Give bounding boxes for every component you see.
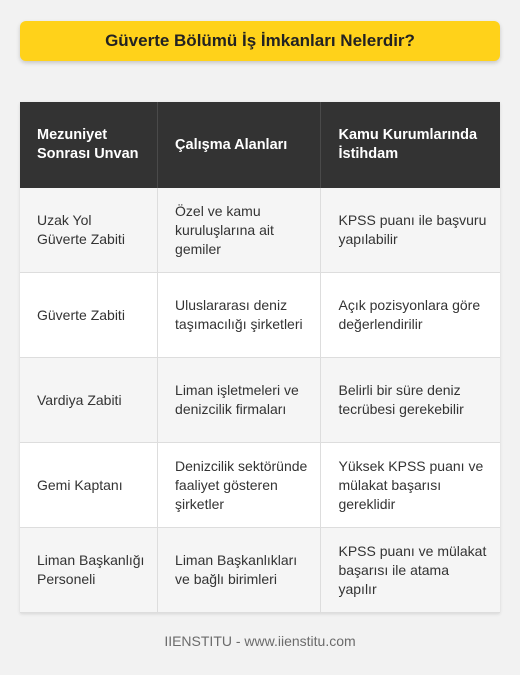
jobs-table: [20, 102, 500, 613]
cell-public-employment: Belirli bir süre deniz tecrübesi gerekebilir: [321, 358, 500, 443]
cell-title: Gemi Kaptanı: [20, 443, 158, 528]
page-title: Güverte Bölümü İş İmkanları Nelerdir?: [105, 31, 415, 50]
cell-work-area: Liman Başkanlıkları ve bağlı birimleri: [158, 528, 321, 613]
title-banner: [20, 21, 500, 61]
cell-public-employment: Açık pozisyonlara göre değerlendirilir: [321, 273, 500, 358]
cell-work-area: Uluslararası deniz taşımacılığı şirketleri: [158, 273, 321, 358]
table-row: [20, 273, 500, 358]
header-graduate-title: Mezuniyet Sonrası Unvan: [20, 102, 158, 188]
cell-work-area: Özel ve kamu kuruluşlarına ait gemiler: [158, 188, 321, 273]
cell-title: Uzak Yol Güverte Zabiti: [20, 188, 158, 273]
cell-work-area: Denizcilik sektöründe faaliyet gösteren şirketler: [158, 443, 321, 528]
table-header-row: [20, 102, 500, 188]
cell-title: Liman Başkanlığı Personeli: [20, 528, 158, 613]
header-public-employment: Kamu Kurumlarında İstihdam: [321, 102, 500, 188]
cell-public-employment: KPSS puanı ile başvuru yapılabilir: [321, 188, 500, 273]
cell-public-employment: KPSS puanı ve mülakat başarısı ile atama yapılır: [321, 528, 500, 613]
cell-public-employment: Yüksek KPSS puanı ve mülakat başarısı gereklidir: [321, 443, 500, 528]
cell-title: Güverte Zabiti: [20, 273, 158, 358]
header-work-areas: Çalışma Alanları: [158, 102, 321, 188]
footer-credit: IIENSTITU - www.iienstitu.com: [164, 633, 356, 649]
cell-work-area: Liman işletmeleri ve denizcilik firmaları: [158, 358, 321, 443]
table-row: [20, 528, 500, 613]
table-row: [20, 358, 500, 443]
cell-title: Vardiya Zabiti: [20, 358, 158, 443]
table-row: [20, 188, 500, 273]
table-row: [20, 443, 500, 528]
